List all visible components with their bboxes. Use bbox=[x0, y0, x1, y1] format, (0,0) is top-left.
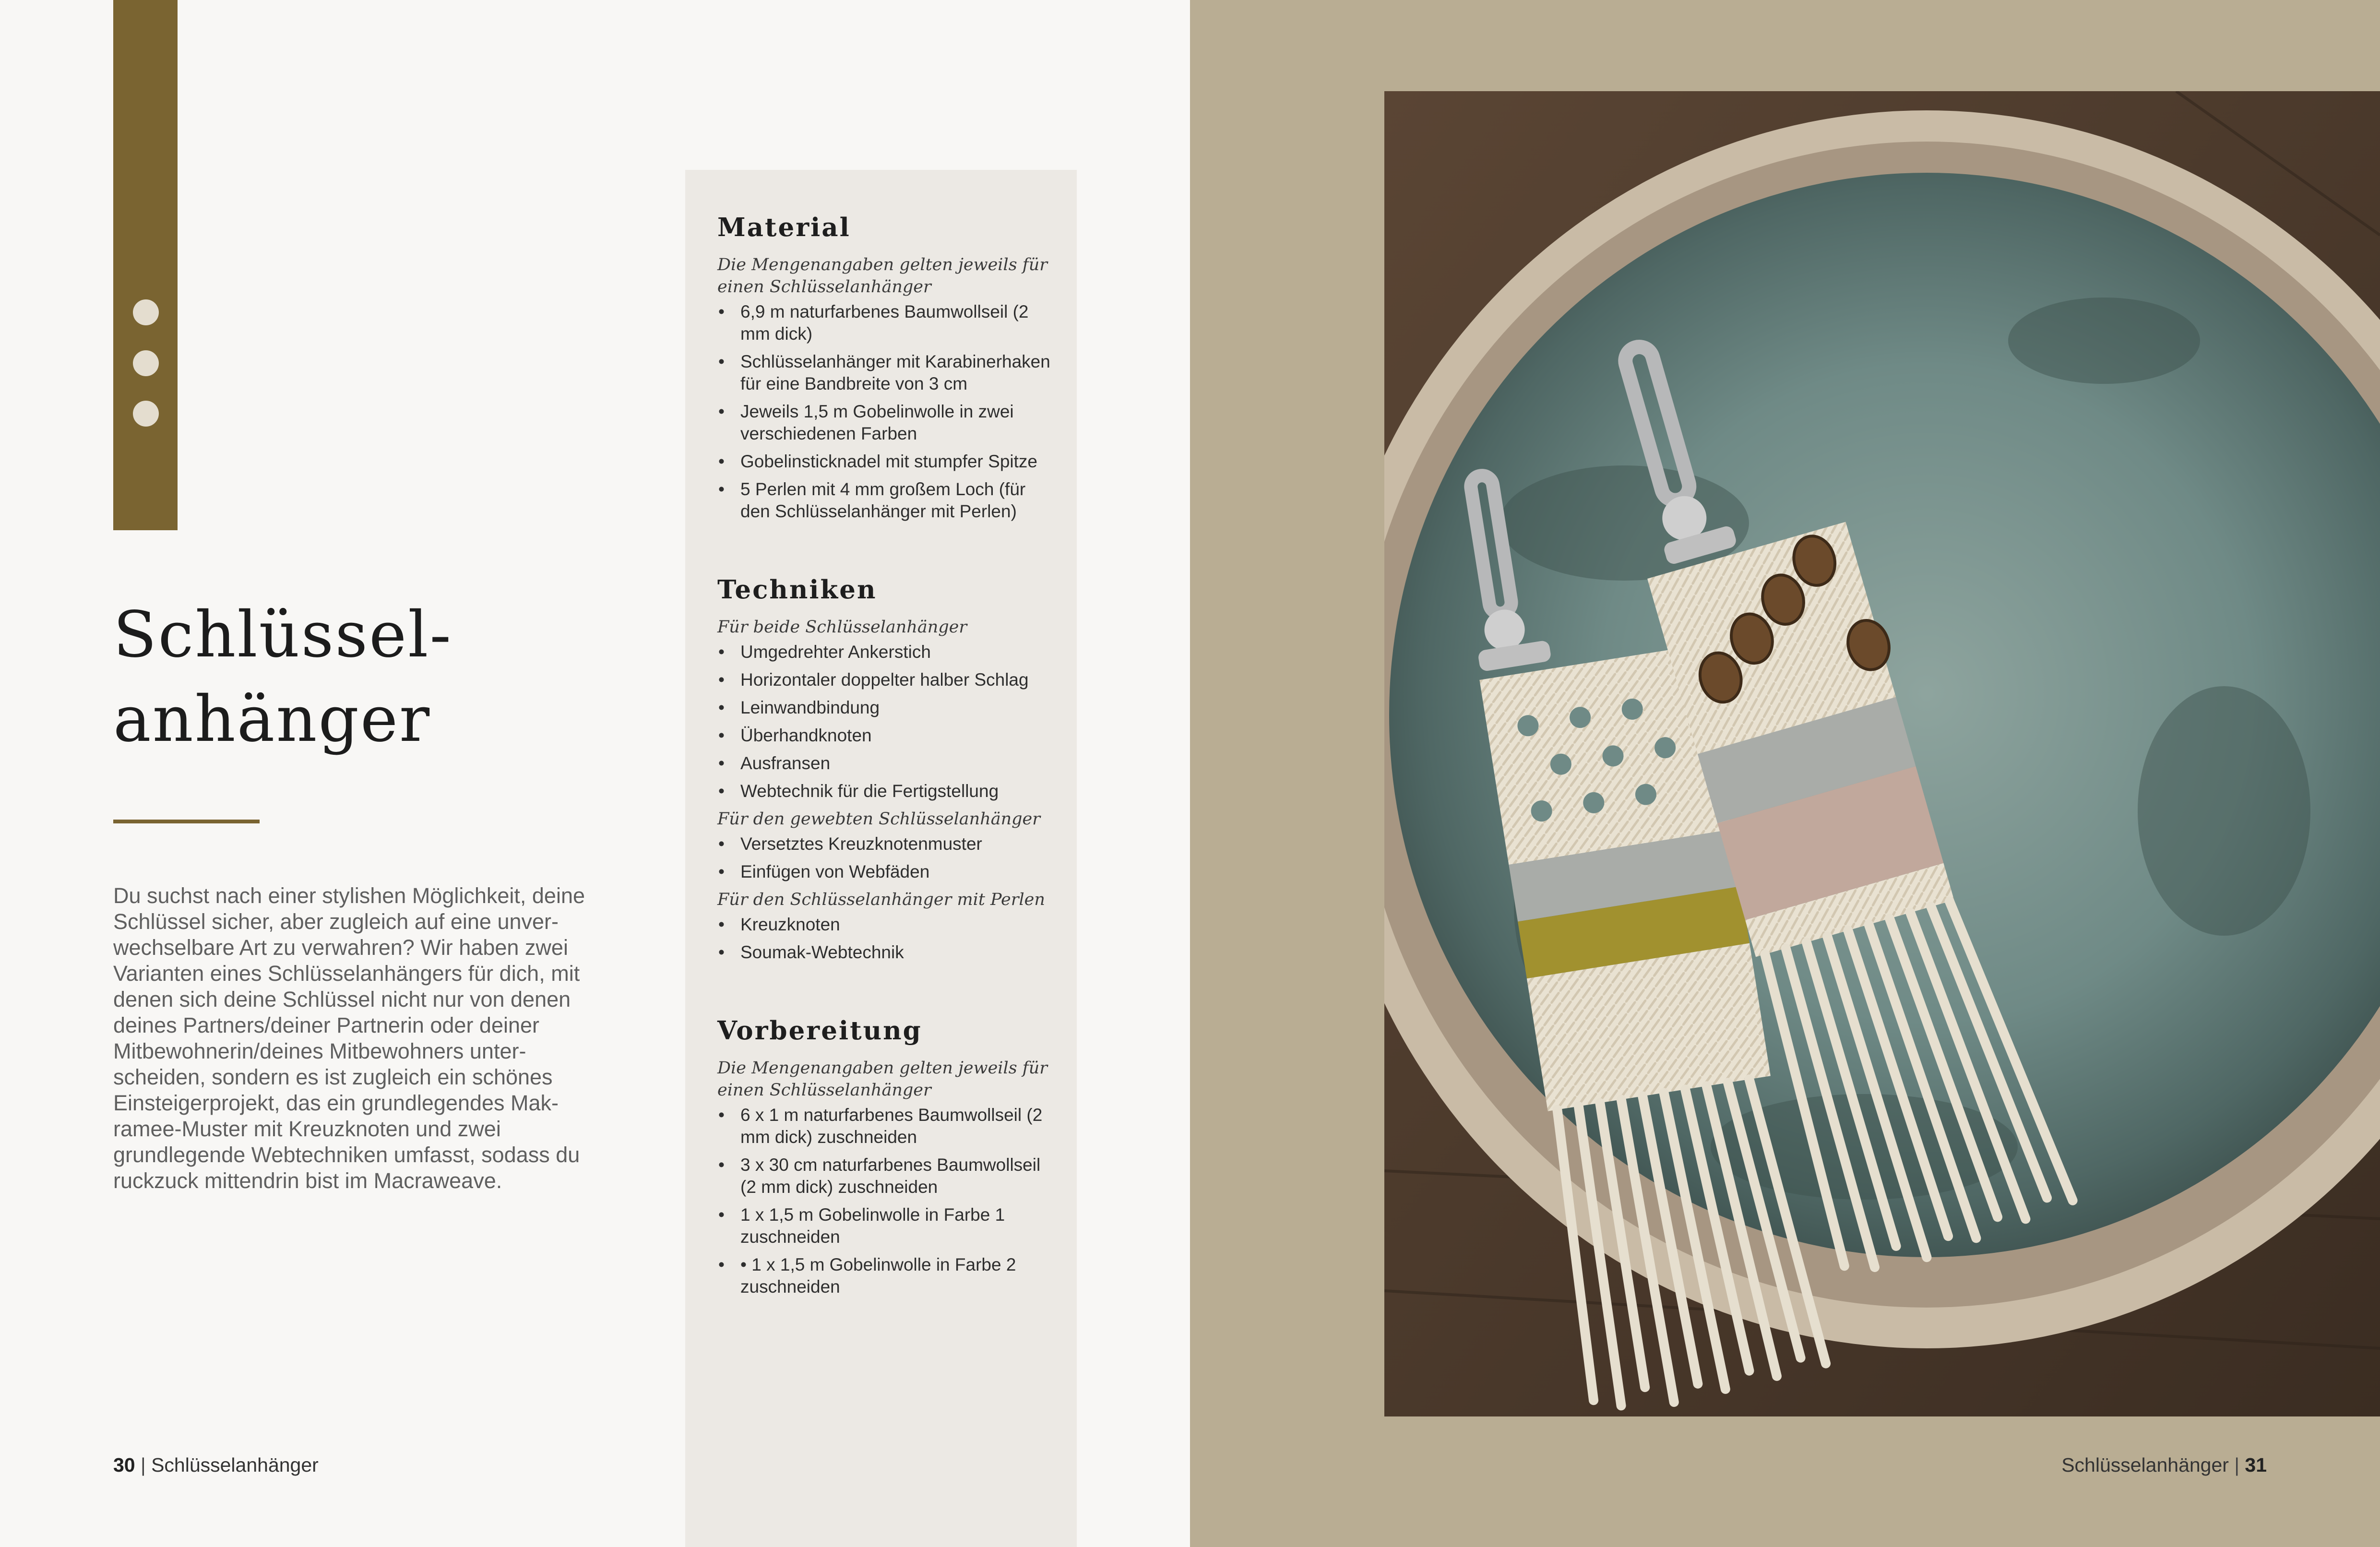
list-item: • • 1 x 1,5 m Gobelinwolle in Farbe 2 zuschneiden bbox=[717, 1254, 1053, 1298]
techniken-note-woven: Für den gewebten Schlüsselanhänger bbox=[717, 809, 1040, 829]
list-item: • Soumak-Webtechnik bbox=[717, 941, 1053, 964]
material-heading: Material bbox=[717, 213, 851, 242]
techniken-note-beads: Für den Schlüsselanhänger mit Perlen bbox=[717, 890, 1045, 909]
list-item: • 6 x 1 m naturfarbenes Baumwollseil (2 mm dick) zuschneiden bbox=[717, 1104, 1053, 1148]
folio-right bbox=[2061, 1454, 2267, 1476]
page-title bbox=[113, 593, 617, 762]
title-line-1: Schlüssel- bbox=[113, 598, 453, 672]
vorbereitung-section bbox=[717, 1014, 1053, 1298]
list-item: • Webtechnik für die Fertigstellung bbox=[717, 780, 1053, 802]
list-item: • Versetztes Kreuzknotenmuster bbox=[717, 833, 1053, 855]
list-item: • Leinwandbindung bbox=[717, 697, 1053, 719]
list-item: • 1 x 1,5 m Gobelinwolle in Farbe 1 zuschneiden bbox=[717, 1204, 1053, 1248]
list-item: • Einfügen von Webfäden bbox=[717, 861, 1053, 883]
folio-left bbox=[113, 1454, 319, 1476]
list-item: • 3 x 30 cm naturfarbenes Baumwollseil (2 mm dick) zuschneiden bbox=[717, 1154, 1053, 1198]
list-item: • Jeweils 1,5 m Gobelinwolle in zwei verschiedenen Farben bbox=[717, 401, 1053, 445]
photo-illustration bbox=[1384, 91, 2380, 1416]
material-note: Die Mengenangaben gelten jeweils für einen Schlüsselanhänger bbox=[717, 255, 1048, 297]
list-item: • Kreuzknoten bbox=[717, 914, 1053, 936]
list-item: • 5 Perlen mit 4 mm großem Loch (für den Schlüsselanhänger mit Perlen) bbox=[717, 478, 1053, 523]
folio-separator: | bbox=[2234, 1454, 2245, 1476]
intro-paragraph: Du suchst nach einer stylishen Möglichkeit, deine Schlüssel sicher, aber zugleich auf eine unver-wechselbare Art zu verwahren? Wir haben zwei Varianten eines Schlüsselanhängers für dich, mit denen sich deine Schlüssel nicht nur von denen deines Partners/deiner Partnerin oder deiner Mitbewohnerin/deines Mitbewohners unter-scheiden, sondern es ist zugleich ein schönes Einsteigerprojekt, das ein grundlegendes Mak-ramee-Muster mit Kreuzknoten und zwei grundlegende Webtechniken umfasst, sodass du ruckzuck mittendrin bist im Macraweave. bbox=[113, 883, 585, 1193]
techniken-heading: Techniken bbox=[717, 575, 877, 605]
list-item: • Ausfransen bbox=[717, 752, 1053, 774]
material-section bbox=[717, 211, 1053, 523]
folio-separator: | bbox=[141, 1454, 152, 1476]
list-item: • Überhandknoten bbox=[717, 725, 1053, 747]
techniken-section bbox=[717, 573, 1053, 964]
techniken-list-beads bbox=[717, 914, 1053, 964]
title-line-2: anhänger bbox=[113, 682, 431, 756]
running-title: Schlüsselanhänger bbox=[2061, 1454, 2229, 1476]
list-item: • Schlüsselanhänger mit Karabinerhaken für eine Bandbreite von 3 cm bbox=[717, 351, 1053, 395]
running-title: Schlüsselanhänger bbox=[151, 1454, 319, 1476]
techniken-note-both: Für beide Schlüsselanhänger bbox=[717, 618, 967, 637]
accent-bar bbox=[113, 0, 178, 530]
material-list bbox=[717, 301, 1053, 523]
techniken-list-both bbox=[717, 641, 1053, 802]
vorbereitung-heading: Vorbereitung bbox=[717, 1016, 922, 1046]
list-item: • Umgedrehter Ankerstich bbox=[717, 641, 1053, 663]
info-panel-content bbox=[717, 211, 1053, 1348]
decorative-dot bbox=[133, 350, 159, 376]
macrame-keychains-photo bbox=[1384, 91, 2380, 1416]
info-panel bbox=[685, 170, 1077, 1547]
decorative-dot bbox=[133, 299, 159, 325]
page-number: 30 bbox=[113, 1454, 135, 1476]
vorbereitung-list bbox=[717, 1104, 1053, 1298]
page-number: 31 bbox=[2245, 1454, 2267, 1476]
list-item: • Horizontaler doppelter halber Schlag bbox=[717, 669, 1053, 691]
vorbereitung-note: Die Mengenangaben gelten jeweils für einen Schlüsselanhänger bbox=[717, 1059, 1048, 1100]
list-item: • 6,9 m naturfarbenes Baumwollseil (2 mm dick) bbox=[717, 301, 1053, 345]
title-divider bbox=[113, 820, 260, 823]
list-item: • Gobelinsticknadel mit stumpfer Spitze bbox=[717, 451, 1053, 473]
decorative-dot bbox=[133, 401, 159, 427]
techniken-list-woven bbox=[717, 833, 1053, 883]
